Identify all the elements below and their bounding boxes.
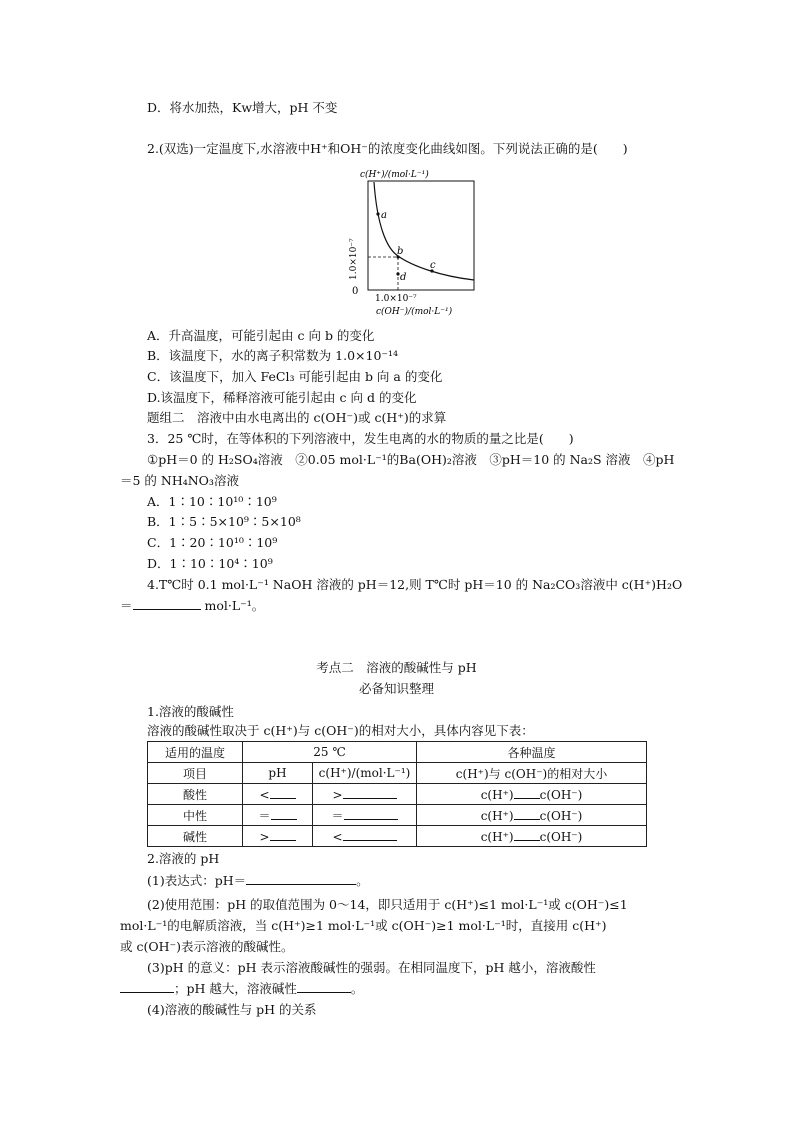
s2-2-line1: (2)使用范围：pH 的取值范围为 0～14，即只适用于 c(H⁺)≤1 mol·L⁻¹或 c(OH⁻)≤1 — [147, 897, 628, 912]
q3-stem: 3．25 ℃时，在等体积的下列溶液中，发生电离的水的物质的量之比是( ) — [147, 431, 574, 446]
table-header-item: 项目 — [148, 763, 243, 784]
s2-1-expression: (1)表达式：pH＝ 。 — [147, 873, 369, 888]
s1-description: 溶液的酸碱性取决于 c(H⁺)与 c(OH⁻)的相对大小，具体内容见下表： — [147, 723, 534, 738]
q2-option-d: D.该温度下，稀释溶液可能引起由 c 向 d 的变化 — [147, 390, 417, 405]
table-header-ph: pH — [243, 763, 313, 784]
q2-stem: 2.(双选)一定温度下,水溶液中H⁺和OH⁻的浓度变化曲线如图。下列说法正确的是( ) — [147, 141, 628, 156]
s2-title: 2.溶液的 pH — [147, 851, 220, 866]
q1-option-d: D．将水加热，Kw增大，pH 不变 — [147, 100, 338, 115]
water-ion-curve-figure — [330, 164, 490, 324]
point-d-label: d — [400, 272, 407, 283]
table-header-relative: c(H⁺)与 c(OH⁻)的相对大小 — [417, 763, 647, 784]
blank-acidic-ph[interactable] — [270, 787, 296, 799]
x-tick-label: 1.0×10⁻⁷ — [375, 294, 417, 304]
q3-option-d: D．1∶10∶10⁴∶10⁹ — [147, 556, 273, 571]
acidity-table — [147, 741, 647, 847]
s2-4-line: (4)溶液的酸碱性与 pH 的关系 — [147, 1002, 317, 1017]
q3-option-c: C．1∶20∶10¹⁰∶10⁹ — [147, 535, 278, 550]
table-row-neutral: 中性 ＝ ＝ c(H⁺) c(OH⁻) — [148, 805, 647, 826]
ph-expression-blank[interactable] — [246, 873, 356, 885]
basicity-blank[interactable] — [297, 981, 351, 993]
y-tick-label: 1.0×10⁻⁷ — [349, 238, 359, 280]
s2-3-line1: (3)pH 的意义：pH 表示溶液酸碱性的强弱。在相同温度下，pH 越小，溶液酸性 — [147, 960, 596, 975]
origin-label: 0 — [352, 286, 359, 297]
s1-title: 1.溶液的酸碱性 — [147, 704, 234, 719]
point-a-marker — [376, 212, 379, 215]
section-title: 考点二 溶液的酸碱性与 pH — [316, 660, 477, 675]
q4-answer-blank[interactable] — [133, 598, 201, 610]
q3-option-b: B．1∶5∶5×10⁹∶5×10⁸ — [147, 514, 301, 529]
blank-neutral-ph[interactable] — [271, 808, 297, 820]
acidity-blank[interactable] — [120, 981, 174, 993]
table-row-basic: 碱性 > < c(H⁺) c(OH⁻) — [148, 826, 647, 847]
q2-option-c: C．该温度下，加入 FeCl₃ 可能引起由 b 向 a 的变化 — [147, 369, 443, 384]
s2-3-line2: ；pH 越大，溶液碱性 。 — [120, 981, 363, 997]
q3-items-line1: ①pH＝0 的 H₂SO₄溶液 ②0.05 mol·L⁻¹的Ba(OH)₂溶液 ③pH＝10 的 Na₂S 溶液 ④pH — [147, 452, 675, 467]
blank-basic-ph[interactable] — [270, 829, 296, 841]
blank-acidic-c[interactable] — [343, 787, 397, 799]
q3-option-a: A．1∶10∶10¹⁰∶10⁹ — [147, 494, 277, 509]
s2-2-line2: mol·L⁻¹的电解质溶液，当 c(H⁺)≥1 mol·L⁻¹或 c(OH⁻)≥1 mol·L⁻¹时，直接用 c(H⁺) — [120, 918, 607, 933]
table-row-acidic: 酸性 < > c(H⁺) c(OH⁻) — [148, 784, 647, 805]
s2-2-line3: 或 c(OH⁻)表示溶液的酸碱性。 — [120, 939, 294, 954]
point-c-label: c — [430, 260, 436, 271]
section-subtitle: 必备知识整理 — [358, 681, 434, 696]
blank-basic-rel[interactable] — [514, 829, 540, 841]
q2-option-b: B．该温度下，水的离子积常数为 1.0×10⁻¹⁴ — [147, 348, 399, 363]
blank-neutral-rel[interactable] — [514, 808, 540, 820]
q4-line2: ＝ mol·L⁻¹。 — [120, 598, 265, 613]
q3-items-line2: ＝5 的 NH₄NO₃溶液 — [120, 473, 239, 488]
q2-option-a: A．升高温度，可能引起由 c 向 b 的变化 — [147, 328, 375, 343]
point-b-label: b — [397, 246, 404, 257]
ion-product-curve — [374, 182, 474, 280]
table-header-ch: c(H⁺)/(mol·L⁻¹) — [313, 763, 417, 784]
blank-basic-c[interactable] — [343, 829, 397, 841]
x-axis-label: c(OH⁻)/(mol·L⁻¹) — [376, 307, 453, 317]
point-a-label: a — [381, 210, 387, 221]
y-axis-label: c(H⁺)/(mol·L⁻¹) — [360, 170, 429, 180]
q4-line1: 4.T℃时 0.1 mol·L⁻¹ NaOH 溶液的 pH＝12,则 T℃时 pH＝10 的 Na₂CO₃溶液中 c(H⁺)H₂O — [147, 577, 683, 592]
blank-acidic-rel[interactable] — [514, 787, 540, 799]
group2-heading: 题组二 溶液中由水电离出的 c(OH⁻)或 c(H⁺)的求算 — [147, 410, 447, 425]
blank-neutral-c[interactable] — [344, 808, 398, 820]
table-header-temp: 适用的温度 — [148, 742, 243, 763]
table-header-any-temp: 各种温度 — [417, 742, 647, 763]
table-header-25c: 25 ℃ — [243, 742, 417, 763]
